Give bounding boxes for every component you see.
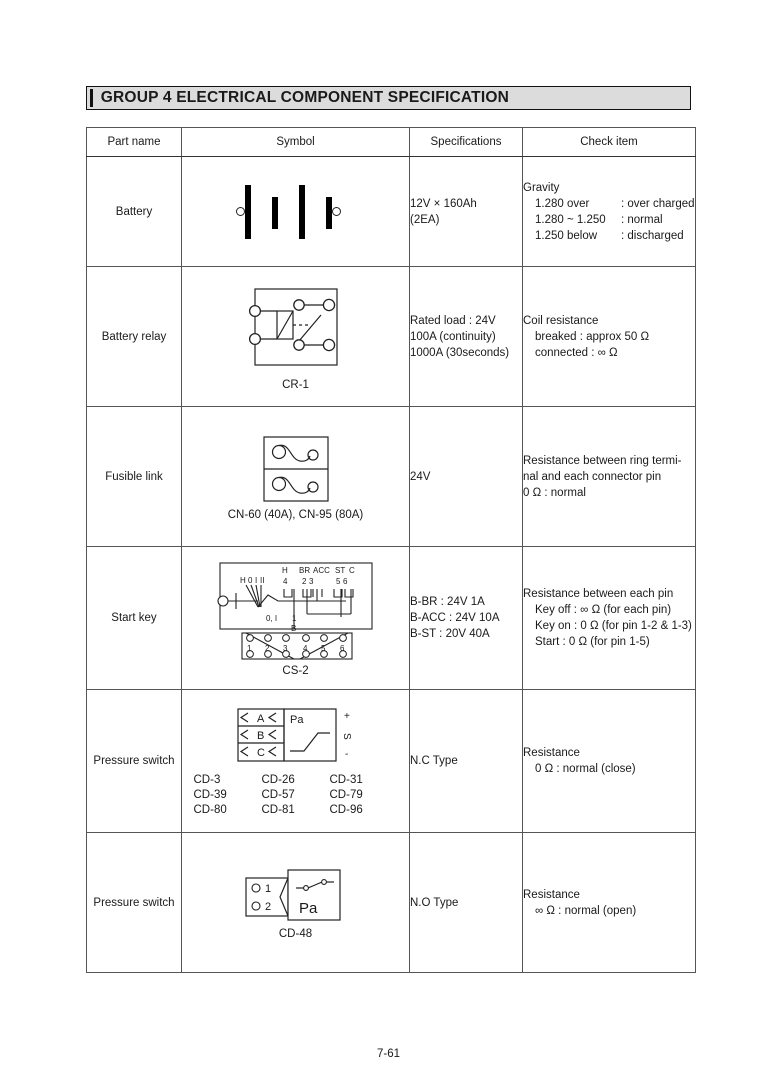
spec-line: N.C Type — [410, 755, 458, 767]
check-label: Start : 0 Ω (for pin 1-5) — [535, 636, 650, 648]
table-header-row — [87, 128, 696, 157]
top-number-4: 4 — [282, 577, 287, 586]
part-name-battery: Battery — [87, 157, 182, 267]
part-number: CD-39 — [193, 788, 227, 801]
check-label: 1.250 below — [535, 229, 598, 242]
knob-label-ii: II — [259, 576, 264, 585]
check-item-pressure-switch-nc — [523, 690, 696, 833]
part-name-start-key: Start key — [87, 547, 182, 690]
part-number: CD-96 — [329, 803, 363, 816]
pin-number-4: 4 — [302, 644, 307, 653]
terminal-label-c: C — [256, 746, 265, 759]
table-row — [87, 547, 696, 690]
check-item-pressure-switch-no — [523, 833, 696, 973]
spec-line: 100A (continuity) — [410, 330, 496, 343]
symbol-start-key — [182, 547, 410, 690]
top-number-2: 2 — [301, 577, 306, 586]
relay-diagram — [237, 283, 355, 375]
check-title: Coil resistance — [523, 314, 599, 327]
top-number-6: 6 — [342, 577, 347, 586]
relay-symbol — [182, 283, 409, 391]
check-item-fusible-link — [523, 407, 696, 547]
side-label-minus: - — [344, 748, 348, 760]
check-label: nal and each connector pin — [523, 470, 662, 483]
fusible-link-diagram — [256, 433, 336, 505]
terminal-label-a: A — [256, 712, 264, 725]
symbol-pressure-switch-no — [182, 833, 410, 973]
part-number: CD-31 — [329, 773, 363, 786]
table-row — [87, 833, 696, 973]
check-value: : over charged — [621, 197, 695, 210]
table-row — [87, 157, 696, 267]
pa-label: Pa — [298, 899, 317, 917]
top-label-br: BR — [298, 566, 310, 575]
fusible-link-symbol — [182, 433, 409, 521]
part-number: CD-79 — [329, 788, 363, 801]
group-title: GROUP 4 ELECTRICAL COMPONENT SPECIFICATION — [100, 89, 510, 106]
check-label: 0 Ω : normal (close) — [535, 763, 636, 775]
check-label: connected : ∞ Ω — [535, 346, 618, 359]
specifications-battery-relay — [410, 267, 523, 407]
table-row — [87, 407, 696, 547]
check-label: Key off : ∞ Ω (for each pin) — [535, 604, 672, 616]
part-name-battery-relay: Battery relay — [87, 267, 182, 407]
terminal-label-b: B — [256, 729, 264, 742]
check-item-battery-relay — [523, 267, 696, 407]
top-label-acc: ACC — [312, 566, 330, 575]
part-name-pressure-switch-nc: Pressure switch — [87, 690, 182, 833]
symbol-battery-relay — [182, 267, 410, 407]
part-number: CD-57 — [261, 788, 295, 801]
table-row — [87, 690, 696, 833]
check-title: Resistance — [523, 747, 580, 759]
battery-symbol — [236, 181, 356, 243]
symbol-pressure-switch-nc — [182, 690, 410, 833]
spec-line: (2EA) — [410, 213, 440, 226]
column-header-specifications: Specifications — [410, 128, 523, 157]
start-key-symbol — [206, 559, 386, 677]
spec-line: B-BR : 24V 1A — [410, 596, 485, 608]
pin-label-1: 1 — [264, 882, 271, 895]
knob-label-i: I — [254, 576, 257, 585]
pin-number-2: 2 — [264, 644, 269, 653]
inner-label-b: B — [290, 624, 296, 633]
spec-line: 24V — [410, 470, 431, 483]
specifications-battery — [410, 157, 523, 267]
knob-label-h: H — [239, 576, 246, 585]
check-value: : discharged — [621, 229, 684, 242]
check-label: Resistance between ring termi- — [523, 454, 682, 467]
symbol-battery — [182, 157, 410, 267]
top-label-st: ST — [334, 566, 345, 575]
column-header-check-item: Check item — [523, 128, 696, 157]
table-row — [87, 267, 696, 407]
column-header-symbol: Symbol — [182, 128, 410, 157]
specifications-pressure-switch-nc — [410, 690, 523, 833]
specification-table — [86, 127, 696, 973]
start-key-caption: CS-2 — [282, 665, 309, 677]
part-number: CD-26 — [261, 773, 295, 786]
spec-line: 1000A (30seconds) — [410, 346, 510, 359]
pa-label: Pa — [289, 713, 303, 726]
top-label-c: C — [348, 566, 355, 575]
symbol-fusible-link — [182, 407, 410, 547]
spec-line: B-ACC : 24V 10A — [410, 612, 500, 624]
inner-label-0i: 0, I — [265, 614, 277, 623]
pin-number-6: 6 — [339, 644, 344, 653]
pin-number-5: 5 — [320, 644, 325, 653]
relay-caption: CR-1 — [282, 378, 309, 391]
spec-line: 12V × 160Ah — [410, 197, 477, 210]
pin-label-2: 2 — [264, 900, 271, 913]
group-header-bar — [86, 86, 691, 110]
fusible-link-caption: CN-60 (40A), CN-95 (80A) — [227, 508, 364, 521]
check-title: Resistance between each pin — [523, 588, 674, 600]
check-title: Gravity — [523, 181, 560, 194]
spec-line: B-ST : 20V 40A — [410, 628, 490, 640]
specifications-start-key — [410, 547, 523, 690]
check-item-battery — [523, 157, 696, 267]
specifications-fusible-link — [410, 407, 523, 547]
part-number: CD-3 — [193, 773, 221, 786]
specifications-pressure-switch-no — [410, 833, 523, 973]
check-title: Resistance — [523, 888, 580, 901]
pin-number-1: 1 — [246, 644, 251, 653]
check-label: ∞ Ω : normal (open) — [535, 904, 637, 917]
check-label: Key on : 0 Ω (for pin 1-2 & 1-3) — [535, 620, 692, 632]
side-label-plus: + — [343, 710, 350, 722]
spec-line: Rated load : 24V — [410, 314, 496, 327]
top-number-5: 5 — [335, 577, 340, 586]
pressure-switch-no-diagram — [236, 866, 356, 924]
pressure-switch-nc-part-numbers — [182, 773, 409, 818]
check-item-start-key — [523, 547, 696, 690]
check-label: 1.280 ~ 1.250 — [535, 213, 606, 226]
part-number: CD-81 — [261, 803, 295, 816]
page-footer — [0, 1048, 777, 1060]
pressure-switch-nc-diagram — [226, 705, 366, 767]
spec-line: N.O Type — [410, 896, 459, 909]
top-label-h: H — [281, 566, 288, 575]
check-label: 0 Ω : normal — [523, 486, 586, 499]
page-number: 7-61 — [376, 1048, 401, 1060]
check-label: 1.280 over — [535, 197, 590, 210]
part-number: CD-80 — [193, 803, 227, 816]
side-label-s: S — [340, 732, 352, 740]
column-header-part-name: Part name — [87, 128, 182, 157]
pressure-switch-no-caption: CD-48 — [278, 927, 313, 940]
inner-label-1: 1 — [291, 614, 296, 623]
part-name-pressure-switch-no: Pressure switch — [87, 833, 182, 973]
check-label: breaked : approx 50 Ω — [535, 330, 650, 343]
check-value: : normal — [621, 213, 663, 226]
pressure-switch-no-symbol — [182, 866, 409, 940]
knob-label-0: 0 — [247, 576, 252, 585]
pressure-switch-nc-symbol — [182, 705, 409, 818]
start-key-diagram — [206, 559, 386, 661]
pin-number-3: 3 — [282, 644, 287, 653]
top-number-3: 3 — [308, 577, 313, 586]
part-name-fusible-link: Fusible link — [87, 407, 182, 547]
